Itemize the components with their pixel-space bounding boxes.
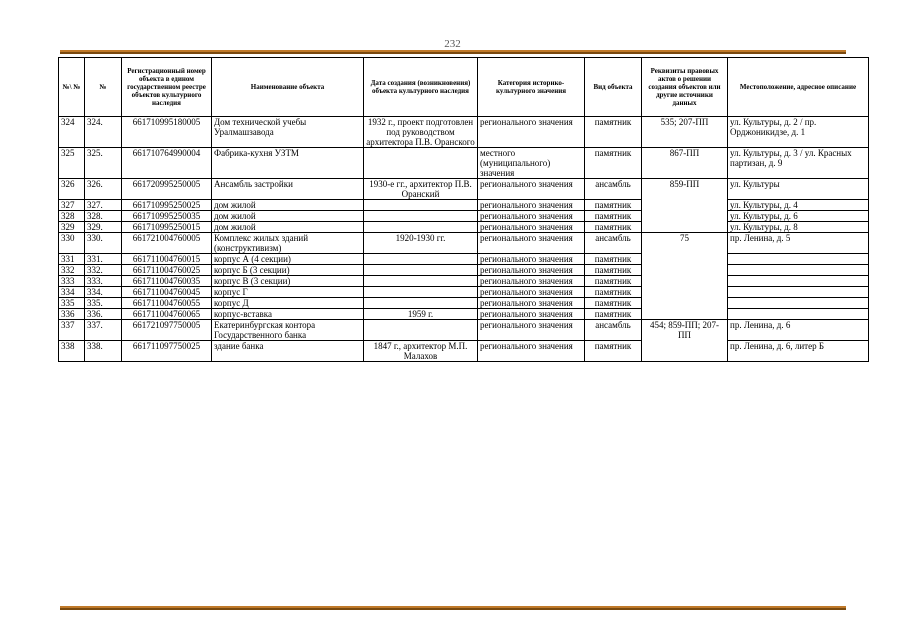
cell-name: Дом технической учебы Уралмашзавода (212, 117, 364, 148)
cell-name: корпус Б (3 секции) (212, 265, 364, 276)
cell-date: 1930-е гг., архитектор П.В. Оранский (364, 179, 478, 200)
table-row (59, 298, 869, 309)
cell-kind: памятник (585, 254, 642, 265)
cell-category: регионального значения (478, 222, 585, 233)
cell-kind: памятник (585, 287, 642, 298)
cell-num-b: 337. (85, 320, 122, 341)
cell-kind: памятник (585, 298, 642, 309)
cell-location: пр. Ленина, д. 5 (728, 233, 869, 254)
table-row (59, 309, 869, 320)
table-row (59, 200, 869, 211)
cell-date (364, 287, 478, 298)
cell-num-b: 330. (85, 233, 122, 254)
cell-date (364, 276, 478, 287)
table-row (59, 117, 869, 148)
cell-num-a: 328 (59, 211, 85, 222)
cell-category: регионального значения (478, 276, 585, 287)
footer-rule (60, 606, 846, 610)
cell-category: регионального значения (478, 265, 585, 276)
cell-location: пр. Ленина, д. 6, литер Б (728, 341, 869, 362)
cell-date: 1920-1930 гг. (364, 233, 478, 254)
cell-reg-number: 661711097750025 (122, 341, 212, 362)
cell-name: корпус Д (212, 298, 364, 309)
cell-num-a: 327 (59, 200, 85, 211)
cell-category: регионального значения (478, 233, 585, 254)
cell-date (364, 254, 478, 265)
cell-reg-number: 661711004760035 (122, 276, 212, 287)
cell-reg-number: 661721004760005 (122, 233, 212, 254)
cell-kind: памятник (585, 200, 642, 211)
table-header-row (59, 58, 869, 117)
cell-num-b: 338. (85, 341, 122, 362)
cell-name: корпус Г (212, 287, 364, 298)
cell-acts: 859-ПП (642, 179, 728, 233)
table-row (59, 320, 869, 341)
cell-reg-number: 661710764990004 (122, 148, 212, 179)
cell-date (364, 200, 478, 211)
cell-location (728, 254, 869, 265)
cell-date: 1847 г., архитектор М.П. Малахов (364, 341, 478, 362)
cell-date (364, 320, 478, 341)
cell-kind: памятник (585, 341, 642, 362)
cell-num-a: 325 (59, 148, 85, 179)
cell-category: регионального значения (478, 117, 585, 148)
cell-num-a: 326 (59, 179, 85, 200)
cell-num-a: 332 (59, 265, 85, 276)
cell-num-a: 336 (59, 309, 85, 320)
cell-reg-number: 661711004760025 (122, 265, 212, 276)
cell-name: Ансамбль застройки (212, 179, 364, 200)
table-row (59, 276, 869, 287)
cell-num-a: 329 (59, 222, 85, 233)
cell-num-b: 328. (85, 211, 122, 222)
cell-reg-number: 661710995250025 (122, 200, 212, 211)
cell-reg-number: 661711004760015 (122, 254, 212, 265)
cell-acts: 867-ПП (642, 148, 728, 179)
cell-location (728, 309, 869, 320)
cell-date (364, 222, 478, 233)
cell-kind: ансамбль (585, 179, 642, 200)
cell-date: 1932 г., проект подготовлен под руководством архитектора П.В. Оранского (364, 117, 478, 148)
table-row (59, 254, 869, 265)
cell-num-b: 333. (85, 276, 122, 287)
cell-kind: ансамбль (585, 320, 642, 341)
cell-location (728, 298, 869, 309)
col-header-acts: Реквизиты правовых актов о решении создания объектов или другие источники данных (642, 58, 728, 117)
cell-num-b: 336. (85, 309, 122, 320)
cell-name: корпус А (4 секции) (212, 254, 364, 265)
cell-kind: памятник (585, 117, 642, 148)
table-row (59, 341, 869, 362)
cell-name: Комплекс жилых зданий (конструктивизм) (212, 233, 364, 254)
cell-name: здание банка (212, 341, 364, 362)
cell-reg-number: 661720995250005 (122, 179, 212, 200)
cell-num-a: 335 (59, 298, 85, 309)
cell-num-b: 327. (85, 200, 122, 211)
cell-name: корпус-вставка (212, 309, 364, 320)
cell-num-b: 326. (85, 179, 122, 200)
cell-kind: памятник (585, 148, 642, 179)
cell-location: пр. Ленина, д. 6 (728, 320, 869, 341)
cell-name: корпус В (3 секции) (212, 276, 364, 287)
cell-date: 1959 г. (364, 309, 478, 320)
heritage-registry-table (58, 57, 869, 362)
cell-date (364, 298, 478, 309)
cell-location (728, 276, 869, 287)
cell-location (728, 287, 869, 298)
cell-num-b: 332. (85, 265, 122, 276)
cell-num-a: 333 (59, 276, 85, 287)
cell-reg-number: 661711004760065 (122, 309, 212, 320)
cell-num-b: 334. (85, 287, 122, 298)
cell-category: регионального значения (478, 200, 585, 211)
table-row (59, 211, 869, 222)
cell-num-a: 337 (59, 320, 85, 341)
table-row (59, 179, 869, 200)
cell-num-b: 331. (85, 254, 122, 265)
cell-reg-number: 661710995250035 (122, 211, 212, 222)
col-header-date: Дата создания (возникновения) объекта культурного наследия (364, 58, 478, 117)
cell-name: дом жилой (212, 200, 364, 211)
cell-num-a: 338 (59, 341, 85, 362)
cell-num-b: 335. (85, 298, 122, 309)
col-header-category: Категория историко-культурного значения (478, 58, 585, 117)
cell-num-a: 330 (59, 233, 85, 254)
cell-location: ул. Культуры, д. 2 / пр. Орджоникидзе, д. 1 (728, 117, 869, 148)
col-header-reg-number: Регистрационный номер объекта в едином государственном реестре объектов культурного наследия (122, 58, 212, 117)
cell-num-b: 324. (85, 117, 122, 148)
cell-category: регионального значения (478, 320, 585, 341)
col-header-num-a: №\ № (59, 58, 85, 117)
cell-category: регионального значения (478, 287, 585, 298)
table-row (59, 233, 869, 254)
table-row (59, 265, 869, 276)
cell-num-b: 325. (85, 148, 122, 179)
cell-kind: памятник (585, 222, 642, 233)
cell-location: ул. Культуры (728, 179, 869, 200)
cell-category: регионального значения (478, 254, 585, 265)
cell-date (364, 148, 478, 179)
table-row (59, 148, 869, 179)
cell-name: Фабрика-кухня УЗТМ (212, 148, 364, 179)
cell-location: ул. Культуры, д. 6 (728, 211, 869, 222)
cell-category: регионального значения (478, 341, 585, 362)
cell-date (364, 265, 478, 276)
cell-kind: памятник (585, 309, 642, 320)
cell-category: регионального значения (478, 298, 585, 309)
cell-reg-number: 661710995180005 (122, 117, 212, 148)
cell-location (728, 265, 869, 276)
cell-location: ул. Культуры, д. 8 (728, 222, 869, 233)
cell-name: дом жилой (212, 222, 364, 233)
cell-acts: 75 (642, 233, 728, 320)
cell-location: ул. Культуры, д. 4 (728, 200, 869, 211)
col-header-num-b: № (85, 58, 122, 117)
col-header-kind: Вид объекта (585, 58, 642, 117)
table-row (59, 287, 869, 298)
cell-reg-number: 661711004760055 (122, 298, 212, 309)
cell-num-a: 324 (59, 117, 85, 148)
cell-category: регионального значения (478, 179, 585, 200)
cell-category: регионального значения (478, 309, 585, 320)
cell-num-a: 331 (59, 254, 85, 265)
cell-name: Екатеринбургская контора Государственного банка (212, 320, 364, 341)
cell-kind: ансамбль (585, 233, 642, 254)
col-header-name: Наименование объекта (212, 58, 364, 117)
header-rule (60, 50, 846, 54)
cell-date (364, 211, 478, 222)
col-header-location: Местоположение, адресное описание (728, 58, 869, 117)
cell-acts: 454; 859-ПП; 207-ПП (642, 320, 728, 362)
table-row (59, 222, 869, 233)
cell-category: регионального значения (478, 211, 585, 222)
cell-num-b: 329. (85, 222, 122, 233)
cell-kind: памятник (585, 276, 642, 287)
cell-reg-number: 661710995250015 (122, 222, 212, 233)
cell-acts: 535; 207-ПП (642, 117, 728, 148)
cell-num-a: 334 (59, 287, 85, 298)
cell-reg-number: 661721097750005 (122, 320, 212, 341)
cell-location: ул. Культуры, д. 3 / ул. Красных партизан, д. 9 (728, 148, 869, 179)
cell-kind: памятник (585, 211, 642, 222)
cell-reg-number: 661711004760045 (122, 287, 212, 298)
cell-name: дом жилой (212, 211, 364, 222)
cell-category: местного (муниципального) значения (478, 148, 585, 179)
cell-kind: памятник (585, 265, 642, 276)
page-number: 232 (444, 38, 461, 50)
